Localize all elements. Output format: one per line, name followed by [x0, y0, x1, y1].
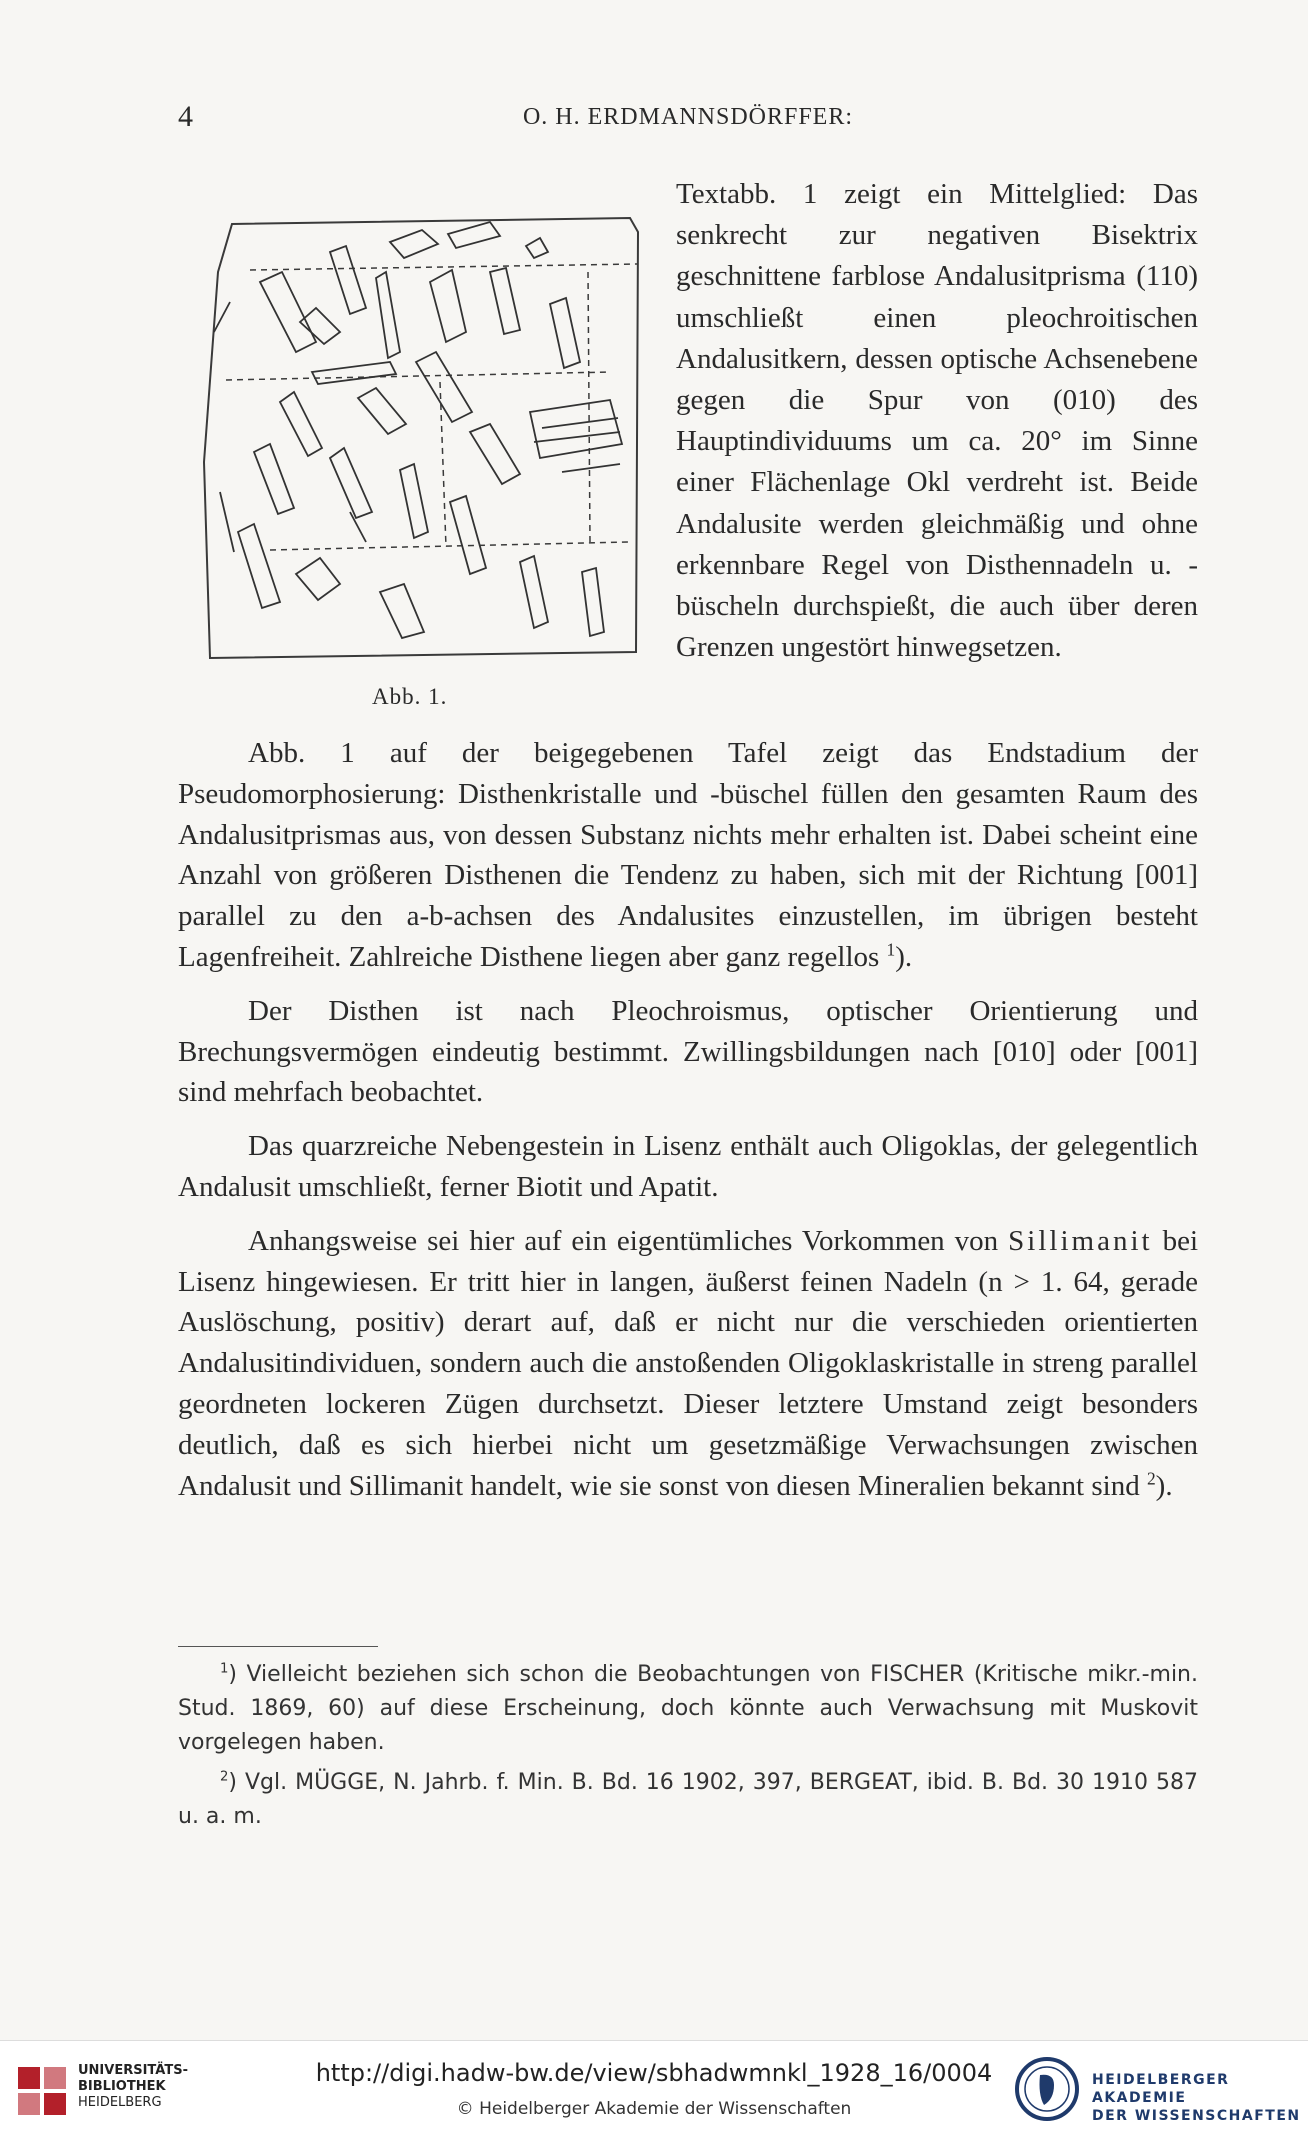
- academy-name-line-2: DER WISSENSCHAFTEN: [1092, 2108, 1301, 2124]
- footnote-1-text: ) Vielleicht beziehen sich schon die Beobachtungen von FISCHER (Kritische mikr.-min. Stud. 1869, 60) auf diese Erscheinung, doch könnte auch Verwachsung mit Muskovit vorgelegen haben.: [178, 1662, 1198, 1755]
- footnote-ref-1: 1: [886, 939, 896, 960]
- paragraph-3: Das quarzreiche Nebengestein in Lisenz enthält auch Oligoklas, der gelegentlich Andalusit umschließt, ferner Biotit und Apatit.: [178, 1130, 1198, 1203]
- paragraph-4-start: Anhangsweise sei hier auf ein eigentümliches Vorkommen von: [248, 1224, 999, 1257]
- paragraph-4-end: ).: [1155, 1469, 1173, 1502]
- footnote-2: [178, 1766, 1198, 1834]
- paragraph-1-end: ).: [895, 940, 913, 973]
- paragraph-4-rest: bei Lisenz hingewiesen. Er tritt hier in langen, äußerst feinen Nadeln (n > 1. 64, gerade Auslöschung, positiv) derart auf, daß er nicht nur die verschieden orientierten Andalusitindividuen, sondern auch die anstoßenden Oligoklaskristalle in streng parallel geordneten lockeren Zügen durchsetzt. Dieser letztere Umstand zeigt besonders deutlich, daß es sich hierbei nicht um gesetzmäßige Verwachsungen zwischen Andalusit und Sillimanit handelt, wie sie sonst von diesen Mineralien bekannt sind: [178, 1224, 1199, 1502]
- paragraph-4: [178, 1221, 1198, 1507]
- figure-caption: Abb. 1.: [372, 684, 448, 709]
- footnote-2-mark: 2: [220, 1769, 229, 1785]
- running-head: [178, 100, 1198, 140]
- side-paragraph: Textabb. 1 zeigt ein Mittelglied: Das senkrecht zur negativen Bisektrix geschnittene farblose Andalusitprisma (110) umschließt einen pleochroitischen Andalusitkern, dessen optische Achsenebene gegen die Spur von (010) des Hauptindividuums um ca. 20° im Sinne einer Flächenlage Okl verdreht ist. Beide Andalusite werden gleichmäßig und ohne erkennbare Regel von Disthennadeln u. -büscheln durchspießt, die auch über deren Grenzen ungestört hinwegsetzen.: [676, 178, 1198, 664]
- page-number: 4: [178, 100, 193, 133]
- footnote-2-text: ) Vgl. MÜGGE, N. Jahrb. f. Min. B. Bd. 16 1902, 397, BERGEAT, ibid. B. Bd. 30 1910 587 u. a. m.: [178, 1770, 1198, 1829]
- figure-sketch: [190, 212, 650, 662]
- library-name-line-3: HEIDELBERG: [78, 2095, 162, 2110]
- paragraph-1-text: Abb. 1 auf der beigegebenen Tafel zeigt das Endstadium der Pseudomorphosierung: Disthenkristalle und -büschel füllen den gesamten Raum des Andalusitprismas aus, von dessen Substanz nichts mehr erhalten ist. Dabei scheint eine Anzahl von größeren Disthenen die Tendenz zu haben, sich mit der Richtung [001] parallel zu den a-b-achsen des Andalusites einzustellen, im übrigen besteht Lagenfreiheit. Zahlreiche Disthene liegen aber ganz regellos: [178, 737, 1198, 973]
- paragraph-1: [178, 733, 1198, 978]
- footnote-1: [178, 1658, 1198, 1760]
- library-name-line-2: BIBLIOTHEK: [78, 2079, 166, 2094]
- permalink-url[interactable]: http://digi.hadw-bw.de/view/sbhadwmnkl_1928_16/0004: [315, 2059, 993, 2087]
- footnote-ref-2: 2: [1146, 1467, 1156, 1488]
- copyright-notice: © Heidelberger Akademie der Wissenschaften: [456, 2099, 852, 2119]
- library-name-line-1: UNIVERSITÄTS-: [78, 2063, 188, 2078]
- footnote-1-mark: 1: [220, 1661, 229, 1677]
- academy-name: [1092, 2071, 1308, 2125]
- crystal-sketch-drawing: [190, 212, 650, 662]
- footnotes: [178, 1658, 1198, 1840]
- academy-seal-icon: [1010, 2055, 1084, 2123]
- body-text: [178, 733, 1198, 1519]
- sillimanit-term: Sillimanit: [1008, 1224, 1153, 1257]
- paragraph-2: Der Disthen ist nach Pleochroismus, optischer Orientierung und Brechungsvermögen eindeutig bestimmt. Zwillingsbildungen nach [010] oder [001] sind mehrfach beobachtet.: [178, 994, 1198, 1109]
- academy-name-line-1: HEIDELBERGER AKADEMIE: [1092, 2072, 1230, 2106]
- footnote-divider: [178, 1646, 378, 1647]
- digitization-footer: [0, 2040, 1308, 2135]
- running-head-author: O. H. ERDMANNSDÖRFFER:: [522, 104, 854, 130]
